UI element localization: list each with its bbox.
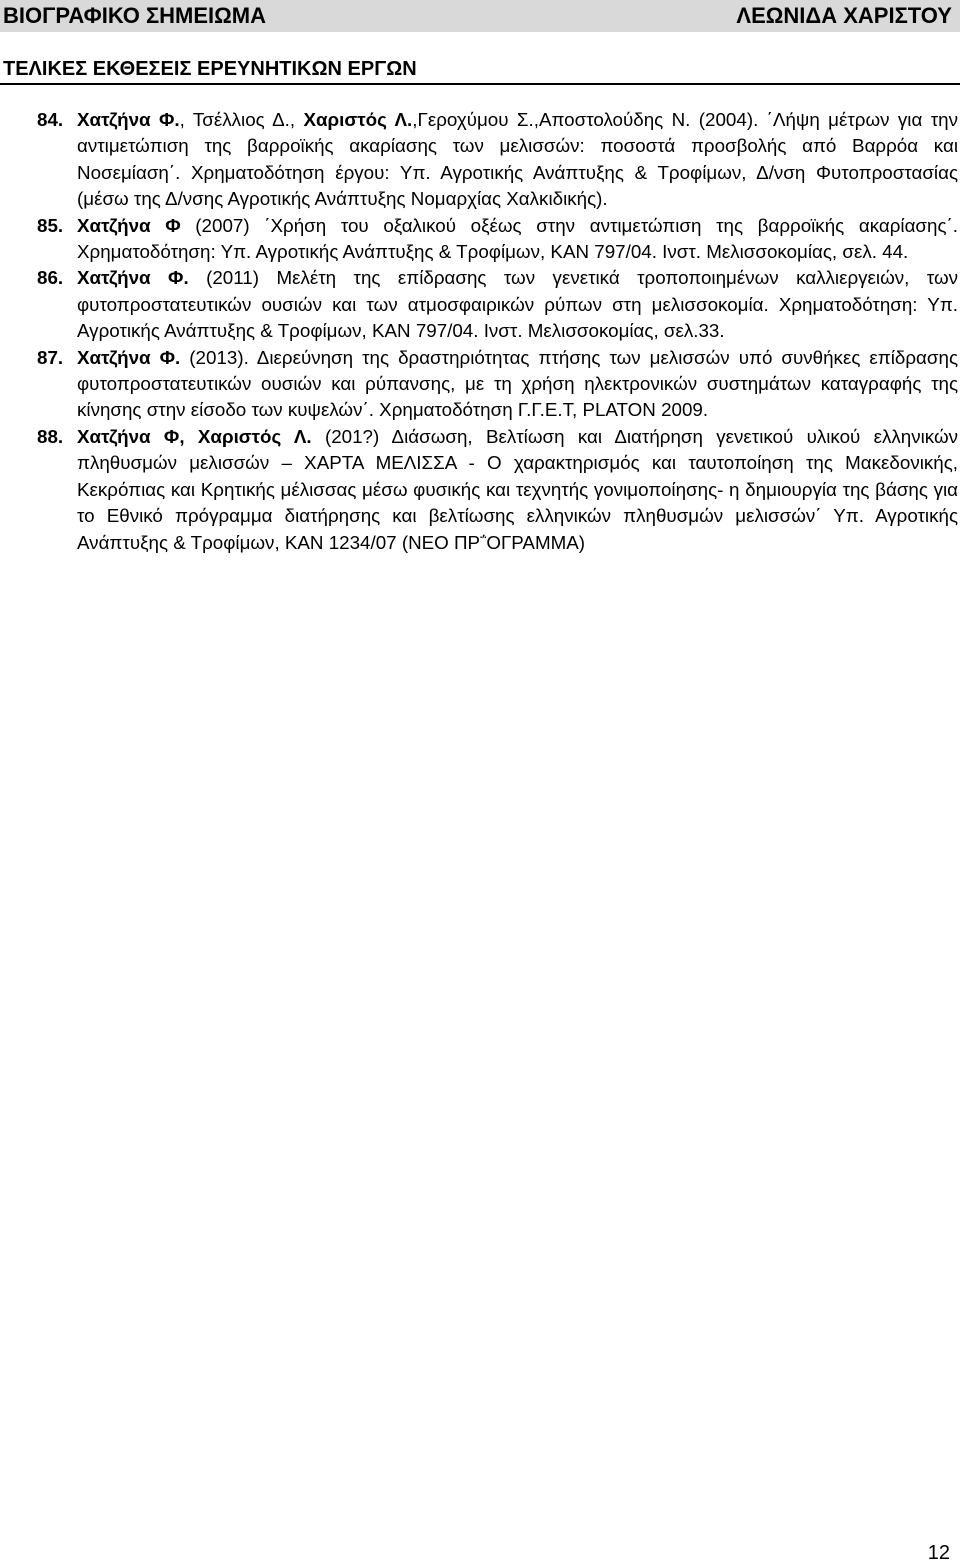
entry-number: 87.: [37, 346, 64, 368]
entry-number: 85.: [37, 214, 64, 236]
entry-description: (2007) ΄Χρήση του οξαλικού οξέως στην αντιμετώπιση της βαρροϊκής ακαρίασης΄. Χρηματοδότηση: Υπ. Αγροτικής Ανάπτυξης & Τροφίμων, ΚΑΝ 797/04. Ινστ. Μελισσοκομίας, σελ. 44.: [77, 214, 958, 263]
list-item: [37, 345, 958, 424]
entry-number: 86.: [37, 267, 64, 289]
list-item: [37, 265, 958, 344]
entry-description: (2011) Μελέτη της επίδρασης των γενετικά τροποποιημένων καλλιεργειών, των φυτοπροστατευτικών ουσιών και των ατμοσφαιρικών ρύπων στη μελισσοκομία. Χρηματοδότηση: Υπ. Αγροτικής Ανάπτυξης & Τροφίμων, ΚΑΝ 797/04. Ινστ. Μελισσοκομίας, σελ.33.: [77, 267, 958, 342]
entry-description: (201?) Διάσωση, Βελτίωση και Διατήρηση γενετικού υλικού ελληνικών πληθυσμών μελισσών – ΧΑΡΤΑ ΜΕΛΙΣΣΑ - Ο χαρακτηρισμός και ταυτοποίηση της Μακεδονικής, Κεκρόπιας και Κρητικής μέλισσας μέσω φυσικής και τεχνητής γονιμοποίησης- η δημιουργία της βάσης για το Εθνικό πρόγραμμα διατήρησης και βελτίωσης ελληνικών πληθυσμών μελισσών΄ Υπ. Αγροτικής Ανάπτυξης & Τροφίμων, ΚΑΝ 1234/07 (ΝΕΟ ΠΡ΅ΟΓΡΑΜΜΑ): [77, 425, 959, 553]
entry-description: (2013). Διερεύνηση της δραστηριότητας πτήσης των μελισσών υπό συνθήκες επίδρασης φυτοπροστατευτικών ουσιών και ρύπανσης, με τη χρήση ηλεκτρονικών συστημάτων καταγραφής της κίνησης στην είσοδο των κυψελών΄. Χρηματοδότηση Γ.Γ.Ε.Τ, PLATON 2009.: [77, 346, 958, 421]
section-title: ΤΕΛΙΚΕΣ ΕΚΘΕΣΕΙΣ ΕΡΕΥΝΗΤΙΚΩΝ ΕΡΓΩΝ: [3, 58, 417, 80]
entry-authors-secondary: Χαριστός Λ.: [303, 109, 413, 130]
publication-list: [37, 107, 958, 556]
entry-coauthors: , Τσέλλιος Δ.,: [179, 109, 304, 130]
entry-authors: Χατζήνα Φ.: [77, 109, 180, 130]
section-divider: [0, 83, 960, 85]
list-item: [37, 424, 958, 556]
entry-authors: Χατζήνα Φ.: [77, 346, 181, 368]
list-item: [37, 213, 958, 266]
entry-authors: Χατζήνα Φ, Χαριστός Λ.: [77, 425, 312, 447]
header-band: [0, 0, 960, 32]
entry-text: [77, 265, 958, 344]
document-title: ΒΙΟΓΡΑΦΙΚΟ ΣΗΜΕΙΩΜΑ: [3, 3, 267, 28]
entry-description: ,Γεροχύμου Σ.,Αποστολούδης Ν. (2004). ΄Λήψη μέτρων για την αντιμετώπιση της βαρροϊκής ακαρίασης των μελισσών: ποσοστά προσβολής από Βαρρόα και Νοσεμίαση΄. Χρηματοδότηση έργου: Υπ. Αγροτικής Ανάπτυξης & Τροφίμων, Δ/νση Φυτοπροστασίας (μέσω της Δ/νσης Αγροτικής Ανάπτυξης Νομαρχίας Χαλκιδικής).: [77, 109, 958, 210]
entry-authors: Χατζήνα Φ: [77, 214, 181, 236]
entry-text: [77, 107, 958, 213]
entry-authors: Χατζήνα Φ.: [77, 267, 189, 289]
entry-number: 84.: [37, 109, 64, 130]
entry-text: [77, 213, 958, 266]
entry-text: [77, 424, 958, 556]
list-item: [37, 107, 958, 213]
page-number: 12: [927, 1542, 950, 1564]
author-name: ΛΕΩΝΙΔΑ ΧΑΡΙΣΤΟΥ: [736, 3, 952, 28]
entry-number: 88.: [37, 425, 64, 447]
entry-text: [77, 345, 958, 424]
